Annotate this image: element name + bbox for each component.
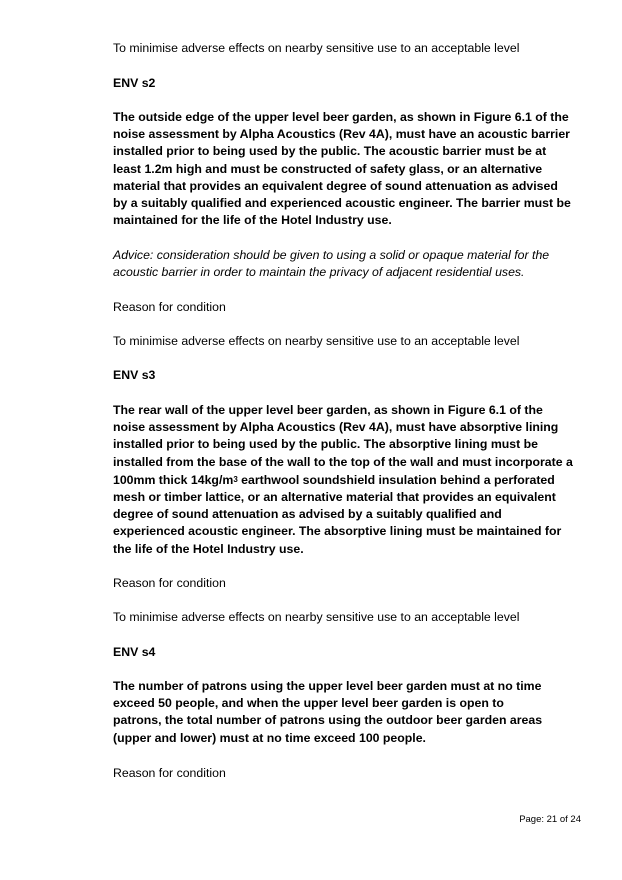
page-number: Page: 21 of 24	[519, 814, 581, 825]
condition-line	[113, 471, 583, 489]
condition-line: noise assessment by Alpha Acoustics (Rev 4A), must have absorptive lining	[113, 420, 559, 435]
condition-line-part: 100mm thick 14kg/m	[113, 472, 234, 487]
condition-line: the life of the Hotel Industry use.	[113, 541, 304, 556]
condition-line: installed prior to being used by the public. The absorptive lining must be	[113, 437, 538, 452]
condition-heading-env-s2: ENV s2	[113, 76, 156, 90]
condition-line: experienced acoustic engineer. The absorptive lining must be maintained for	[113, 524, 562, 539]
reason-text: To minimise adverse effects on nearby sensitive use to an acceptable level	[113, 41, 520, 55]
reason-label: Reason for condition	[113, 576, 226, 590]
advice-note-env-s2	[113, 247, 583, 281]
condition-heading-env-s3: ENV s3	[113, 368, 156, 382]
reason-label: Reason for condition	[113, 300, 226, 314]
superscript-exponent: 3	[233, 474, 238, 484]
condition-line: The rear wall of the upper level beer garden, as shown in Figure 6.1 of the	[113, 403, 543, 417]
condition-line-part: earthwool soundshield insulation behind a perforated	[237, 472, 555, 487]
condition-line: installed prior to being used by the public. The acoustic barrier must be at	[113, 144, 547, 159]
condition-text-env-s4	[113, 678, 583, 747]
advice-line: Advice: consideration should be given to using a solid or opaque material for the	[113, 248, 550, 262]
advice-line: acoustic barrier in order to maintain the privacy of adjacent residential uses.	[113, 265, 525, 280]
condition-line: by a suitably qualified and experienced acoustic engineer. The barrier must be	[113, 196, 571, 211]
reason-text: To minimise adverse effects on nearby sensitive use to an acceptable level	[113, 334, 520, 348]
condition-heading-env-s4: ENV s4	[113, 645, 156, 659]
condition-line: maintained for the life of the Hotel Industry use.	[113, 213, 392, 228]
condition-line: exceed 50 people, and when the upper level beer garden is open to	[113, 696, 504, 711]
condition-text-env-s2	[113, 109, 583, 229]
reason-text: To minimise adverse effects on nearby sensitive use to an acceptable level	[113, 610, 520, 624]
condition-line: installed from the base of the wall to the top of the wall and must incorporate a	[113, 454, 573, 469]
condition-line: The number of patrons using the upper level beer garden must at no time	[113, 679, 542, 693]
condition-line: least 1.2m high and must be constructed of safety glass, or an alternative	[113, 161, 543, 176]
condition-line: degree of sound attenuation as advised by a suitably qualified and	[113, 507, 502, 522]
condition-line: noise assessment by Alpha Acoustics (Rev 4A), must have an acoustic barrier	[113, 127, 570, 142]
condition-line: patrons, the total number of patrons using the outdoor beer garden areas	[113, 713, 543, 728]
condition-line: mesh or timber lattice, or an alternative material that provides an equivalent	[113, 490, 556, 505]
condition-line: material that provides an equivalent degree of sound attenuation as advised	[113, 178, 558, 193]
reason-label: Reason for condition	[113, 766, 226, 780]
condition-line: (upper and lower) must at no time exceed 100 people.	[113, 730, 426, 745]
condition-text-env-s3	[113, 402, 583, 558]
condition-line: The outside edge of the upper level beer garden, as shown in Figure 6.1 of the	[113, 110, 569, 124]
